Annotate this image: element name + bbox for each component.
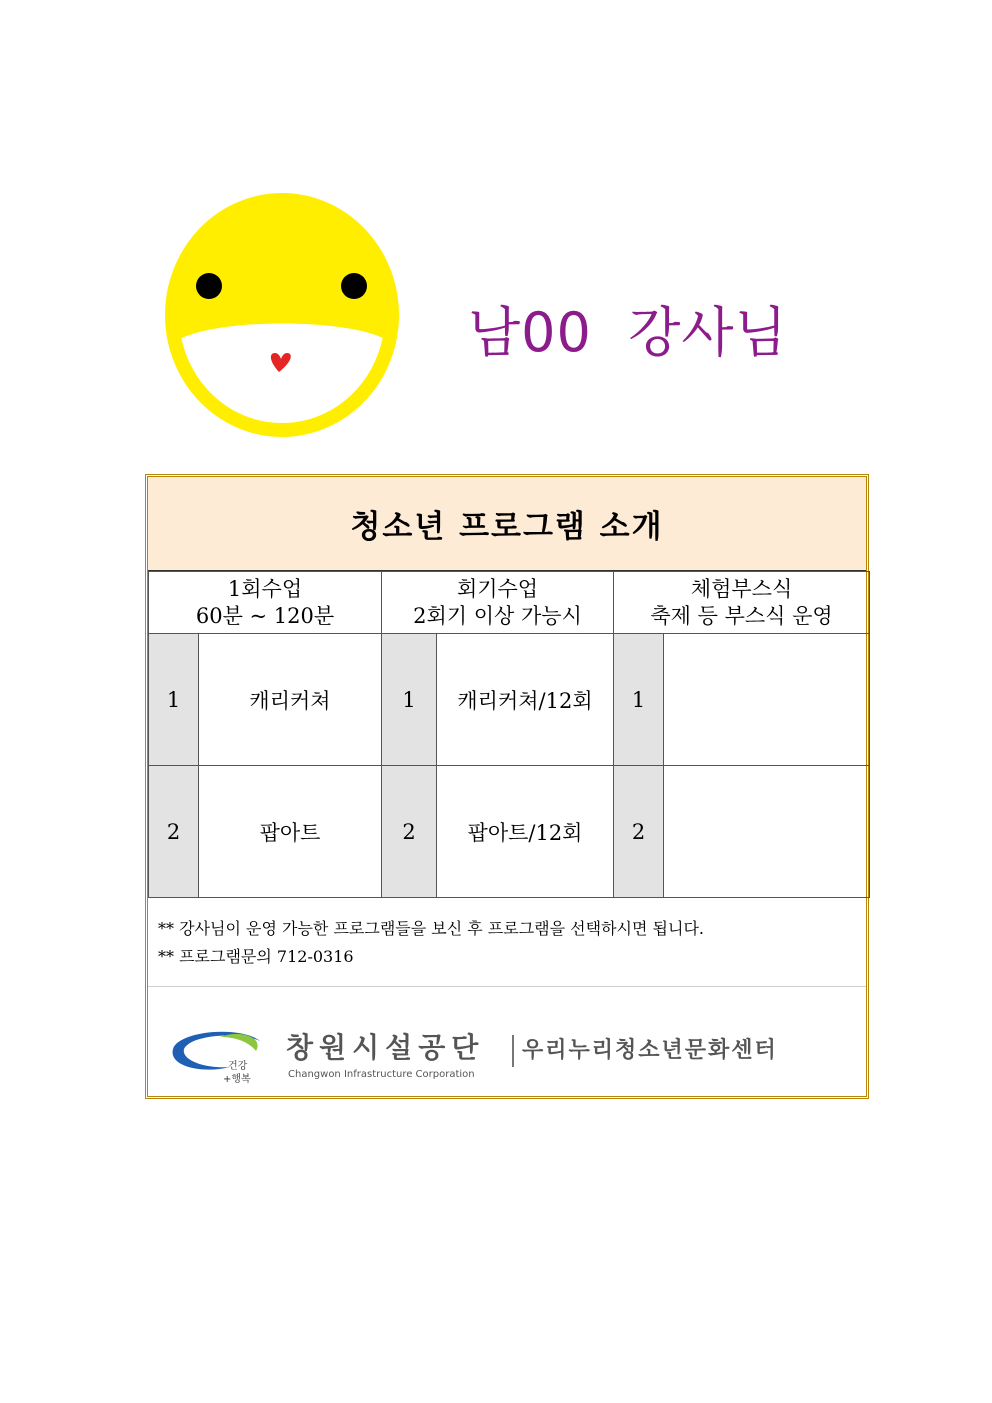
column-header-single-session: [149, 572, 382, 634]
program-table: [148, 571, 870, 898]
note-line: ** 프로그램문의 712-0316: [158, 947, 354, 966]
smiley-face-illustration: [165, 193, 400, 438]
column-header-line1: 1회수업: [227, 576, 303, 601]
row-number: 2: [614, 766, 664, 898]
program-cell: 팝아트/12회: [437, 766, 614, 898]
slogan-bottom: +행복: [223, 1074, 251, 1085]
column-header-multi-session: [382, 572, 614, 634]
slogan-top: 건강: [228, 1061, 248, 1072]
right-eye: [341, 273, 367, 299]
left-eye: [196, 273, 222, 299]
program-frame: [145, 474, 869, 1099]
program-title: 청소년 프로그램 소개: [148, 477, 866, 571]
notes: [158, 915, 704, 971]
program-cell: 캐리커쳐/12회: [437, 634, 614, 766]
column-header-line2: 축제 등 부스식 운영: [650, 603, 833, 628]
column-header-line1: 회기수업: [456, 576, 539, 601]
org-english: Changwon Infrastructure Corporation: [288, 1069, 475, 1080]
table-row: [149, 766, 870, 898]
instructor-title: 남00 강사님: [468, 301, 788, 364]
program-cell: 캐리커쳐: [199, 634, 382, 766]
column-header-booth: [614, 572, 870, 634]
row-number: 1: [149, 634, 199, 766]
program-cell: 팝아트: [199, 766, 382, 898]
row-number: 2: [382, 766, 437, 898]
column-header-line1: 체험부스식: [690, 576, 793, 601]
note-line: ** 강사님이 운영 가능한 프로그램들을 보신 후 프로그램을 선택하시면 됩니다.: [158, 919, 704, 938]
row-number: 2: [149, 766, 199, 898]
org-name: 창원시설공단: [286, 1031, 485, 1064]
row-number: 1: [614, 634, 664, 766]
program-cell: [664, 634, 870, 766]
table-row: [149, 634, 870, 766]
organization-logo: [168, 1027, 858, 1087]
table-header-row: [149, 572, 870, 634]
column-header-line2: 2회기 이상 가능시: [413, 603, 582, 628]
column-header-line2: 60분 ~ 120분: [195, 603, 335, 628]
row-number: 1: [382, 634, 437, 766]
center-name: 우리누리청소년문화센터: [522, 1038, 778, 1063]
divider: [148, 986, 866, 987]
program-cell: [664, 766, 870, 898]
